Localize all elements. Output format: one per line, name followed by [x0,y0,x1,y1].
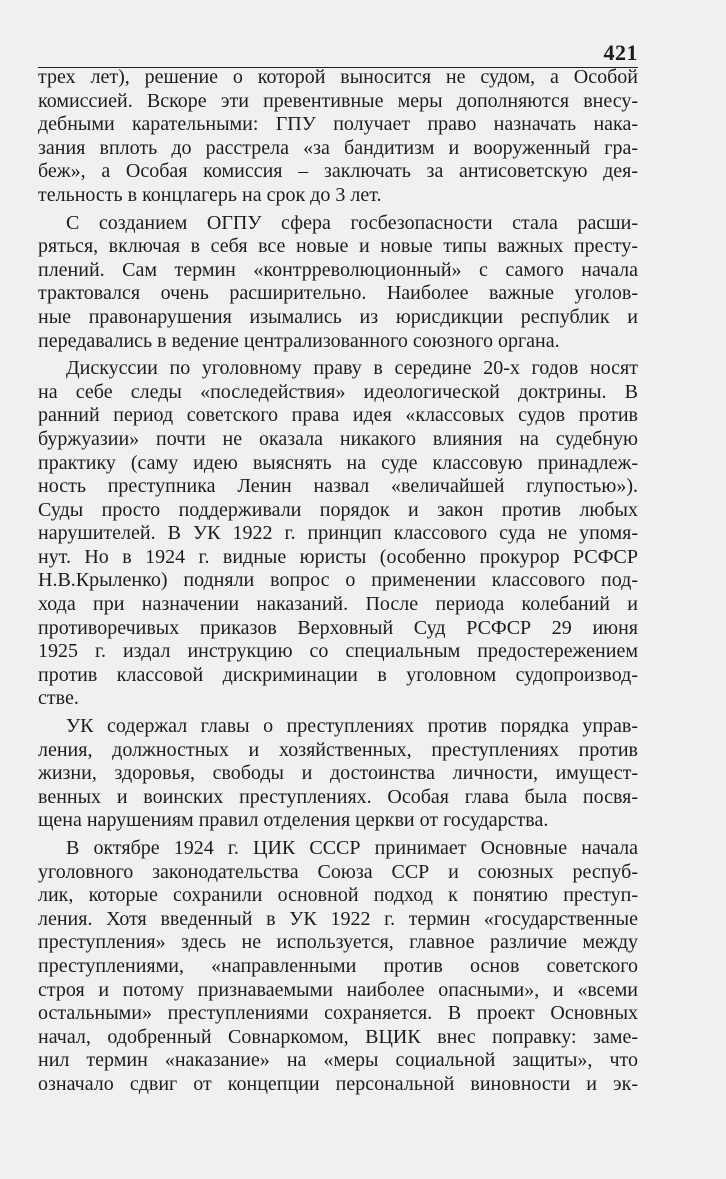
text-line: нарушителей. В УК 1922 г. принцип классового суда не упомя- [38,522,638,545]
text-line: преступления» здесь не используется, главное различие между [38,931,638,954]
text-line: ранний период советского права идея «классовых судов против [38,404,638,427]
page-number: 421 [603,40,638,65]
text-line: Суды просто поддерживали порядок и закон против любых [38,498,638,521]
text-line: нут. Но в 1924 г. видные юристы (особенно прокурор РСФСР [38,545,638,568]
text-line: ные правонарушения изымались из юрисдикции республик и [38,305,638,328]
text-line: зания вплоть до расстрела «за бандитизм и вооруженный гра- [38,136,638,159]
text-line: 1925 г. издал инструкцию со специальным предостережением [38,640,638,663]
text-line: практику (саму идею выяснять на суде классовую принадлеж- [38,451,638,474]
text-line: буржуазии» почти не оказала никакого влияния на судебную [38,427,638,450]
text-line: начал, одобренный Совнаркомом, ВЦИК внес поправку: заме- [38,1025,638,1048]
paragraph [38,715,638,833]
text-line: щена нарушениям правил отделения церкви от государства. [38,809,549,832]
text-line: жизни, здоровья, свободы и достоинства личности, имущест- [38,762,638,785]
paragraph [38,357,638,711]
text-line: преступлениями, «направленными против основ советского [38,954,638,977]
text-line: передавались в ведение централизованного союзного органа. [38,329,560,352]
text-line: С созданием ОГПУ сфера госбезопасности стала расши- [66,211,638,234]
text-line: стве. [38,687,79,710]
text-line: означало сдвиг от концепции персональной виновности и эк- [38,1072,638,1095]
text-line: тельность в концлагерь на срок до 3 лет. [38,183,382,206]
text-line: трактовался очень расширительно. Наиболее важные уголов- [38,282,638,305]
text-line: В октябре 1924 г. ЦИК СССР принимает Основные начала [66,837,638,859]
text-line: плений. Сам термин «контрреволюционный» с самого начала [38,258,638,281]
text-body [38,66,638,1097]
text-line: остальными» преступлениями сохраняется. В проект Основных [38,1002,638,1025]
text-line: лик, которые сохранили основной подход к понятию преступ- [38,884,638,907]
text-line: строя и потому признаваемыми наиболее опасными», и «всеми [38,978,638,1001]
text-line: Н.В.Крыленко) подняли вопрос о применении классового под- [38,569,638,592]
text-line: Дискуссии по уголовному праву в середине 20-х годов носят [66,357,638,380]
text-line: уголовного законодательства Союза ССР и союзных респуб- [38,860,638,883]
paragraph [38,212,638,354]
text-line: нил термин «наказание» на «меры социальной защиты», что [38,1049,638,1072]
text-line: ряться, включая в себя все новые и новые типы важных престу- [38,235,638,258]
text-line: венных и воинских преступлениях. Особая глава была посвя- [38,785,638,808]
text-line: беж», а Особая комиссия – заключать за антисоветскую дея- [38,160,638,183]
text-line: противоречивых приказов Верховный Суд РСФСР 29 июня [38,616,638,639]
text-line: УК содержал главы о преступлениях против порядка управ- [66,715,638,738]
paragraph [38,66,638,208]
text-line: хода при назначении наказаний. После периода колебаний и [38,593,638,616]
paragraph [38,837,638,1097]
text-line: против классовой дискриминации в уголовном судопроизвод- [38,663,638,686]
text-line: ления, должностных и хозяйственных, преступлениях против [38,738,638,761]
text-line: трех лет), решение о которой выносится не судом, а Особой [38,66,638,88]
text-line: ность преступника Ленин назвал «величайшей глупостью»). [38,475,638,498]
text-line: комиссией. Вскоре эти превентивные меры дополняются внесу- [38,89,638,112]
text-line: дебными карательными: ГПУ получает право назначать нака- [38,113,638,136]
text-line: на себе следы «последействия» идеологической доктрины. В [38,380,638,403]
text-line: ления. Хотя введенный в УК 1922 г. термин «государственные [38,907,638,930]
